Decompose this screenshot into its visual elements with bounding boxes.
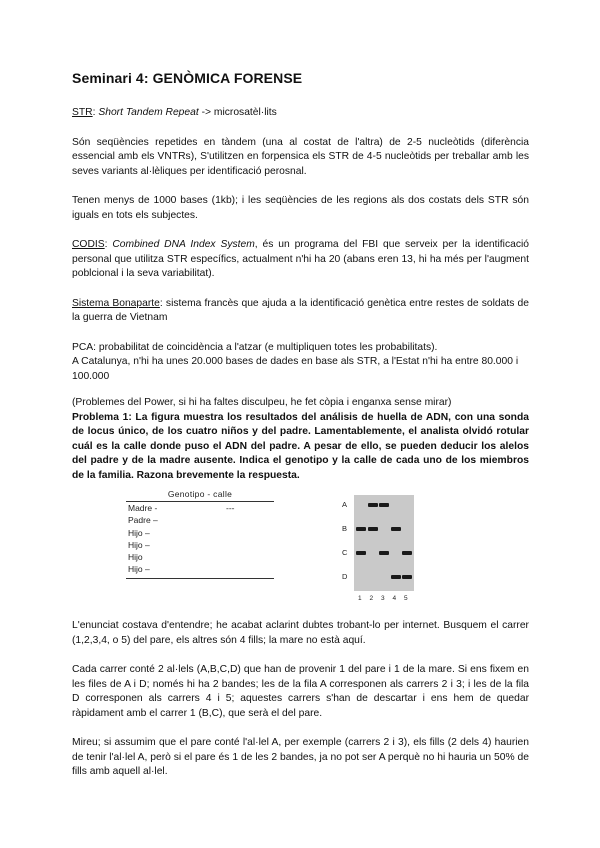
genotype-row [126, 502, 274, 514]
str-term: Short Tandem Repeat [98, 107, 199, 118]
genotype-row-label: Hijo – [128, 539, 150, 550]
gel-row-label: D [342, 572, 348, 581]
gel-lane-label: 3 [381, 595, 385, 602]
genotype-row [126, 563, 274, 575]
document-page [72, 70, 529, 780]
str-label: STR [72, 107, 93, 118]
genotype-row-label: Hijo [128, 552, 143, 563]
gel-row-label: B [342, 524, 348, 533]
genotype-row-label: Hijo – [128, 564, 150, 575]
codis-term: Combined DNA Index System [112, 239, 255, 250]
str-definition: STR: Short Tandem Repeat -> microsatèl·lits [72, 107, 277, 118]
gel-band [356, 527, 366, 531]
genotype-row [126, 539, 274, 551]
genotype-row-label: Madre - [128, 503, 158, 513]
paragraph-catalunya: A Catalunya, n'hi ha unes 20.000 bases de dades en base als STR, a l'Estat n'hi ha entre 80.000 i 100.000 [72, 356, 519, 382]
paragraph-str-size: Tenen menys de 1000 bases (1kb); i les seqüències de les regions als dos costats dels STR són iguals en tots els subjectes. [72, 195, 529, 221]
paragraph-pca: PCA: probabilitat de coincidència a l'atzar (e multipliquen totes les probabilitats). [72, 341, 438, 353]
gel-band [391, 527, 401, 531]
genotype-table [126, 489, 274, 579]
problem-figure [72, 489, 529, 613]
genotype-row-label: Hijo – [128, 527, 150, 538]
problem-statement: Problema 1: La figura muestra los resultados del análisis de huella de ADN, con una sonda de locus único, de los cuatro niños y del padre. Lamentablemente, el analista olvidó rotular cuál es la calle donde puso el ADN del padre. A pesar de ello, se pueden deducir los alelos del padre y de la madre ausente. Indica el genotipo y la calle de cada uno de los miembros de la familia. Razona brevemente la respuesta. [72, 411, 529, 481]
genotype-rows [126, 502, 274, 576]
gel-band [379, 551, 389, 555]
gel-lane-label: 1 [358, 595, 362, 602]
gel-row-label: A [342, 500, 348, 509]
gel-lane-label: 2 [369, 595, 374, 602]
genotype-row [126, 527, 274, 539]
gel-band [368, 527, 378, 531]
bonaparte-label: Sistema Bonaparte [72, 297, 160, 309]
genotype-row [126, 551, 274, 563]
paragraph-note: (Problemes del Power, si hi ha faltes disculpeu, he fet còpia i enganxa sense mirar) [72, 397, 452, 408]
gel-band [379, 503, 389, 507]
answer-paragraph-2: Cada carrer conté 2 al·lels (A,B,C,D) que han de provenir 1 del pare i 1 de la mare. Si ens fixem en les files de A i D; només hi ha 2 bandes; les de la fila A corresponen als carrers 2 i 3; i les de la fila D corresponen als carrers 4 i 5; aquestes carrers s'han de descartar i ens hem de quedar ràpidament amb el carrer 1 (B,C), que serà el del pare. [72, 664, 529, 719]
paragraph-codis: CODIS: Combined DNA Index System, és un programa del FBI que serveix per la identificació personal que utilitza STR específics, actualment n'hi ha 20 (abans eren 13, hi ha més per l'augment poblcional i la seva variabilitat). [72, 239, 529, 279]
genotype-table-bottom-rule [126, 578, 274, 579]
gel-band [356, 551, 366, 555]
gel-band [402, 551, 412, 555]
answer-paragraph-1: L'enunciat costava d'entendre; he acabat aclarint dubtes trobant-lo per internet. Busquem el carrer (1,2,3,4, o 5) del pare, els altres són 4 fills; la mare no està aquí. [72, 620, 529, 646]
gel-row-label: C [342, 548, 348, 557]
answer-paragraph-3: Mireu; si assumim que el pare conté l'al·lel A, per exemple (carrers 2 i 3), els fills (2 dels 4) haurien de tenir l'al·lel A, però si el pare és 1 de les 2 bandes, ja no pot ser A perquè no hi hauria un 50% de fills amb aquell al·lel. [72, 737, 529, 777]
genotype-table-title: Genotipo - calle [126, 489, 274, 502]
gel-band [402, 575, 412, 579]
gel-band [391, 575, 401, 579]
paragraph-str-description: Són seqüències repetides en tàndem (una al costat de l'altra) de 2-5 nucleòtids (diferència essencial amb els VNTRs), S'utilitzen en forpensica els STR de 4-5 nucleòtids per treballar amb les seves variants al·lèliques per identificació perosnal. [72, 136, 529, 177]
gel-electrophoresis-image [342, 491, 462, 609]
genotype-row-mark: --- [226, 503, 235, 513]
page-title: Seminari 4: GENÒMICA FORENSE [72, 70, 303, 86]
gel-lane-label: 5 [404, 595, 408, 602]
gel-band [368, 503, 378, 507]
codis-label: CODIS [72, 239, 105, 250]
genotype-row [126, 514, 274, 526]
genotype-row-label: Padre – [128, 515, 158, 526]
paragraph-bonaparte: Sistema Bonaparte: sistema francès que ajuda a la identificació genètica entre restes de soldats de la guerra de Vietnam [72, 297, 530, 323]
gel-lane-label: 4 [392, 595, 397, 602]
